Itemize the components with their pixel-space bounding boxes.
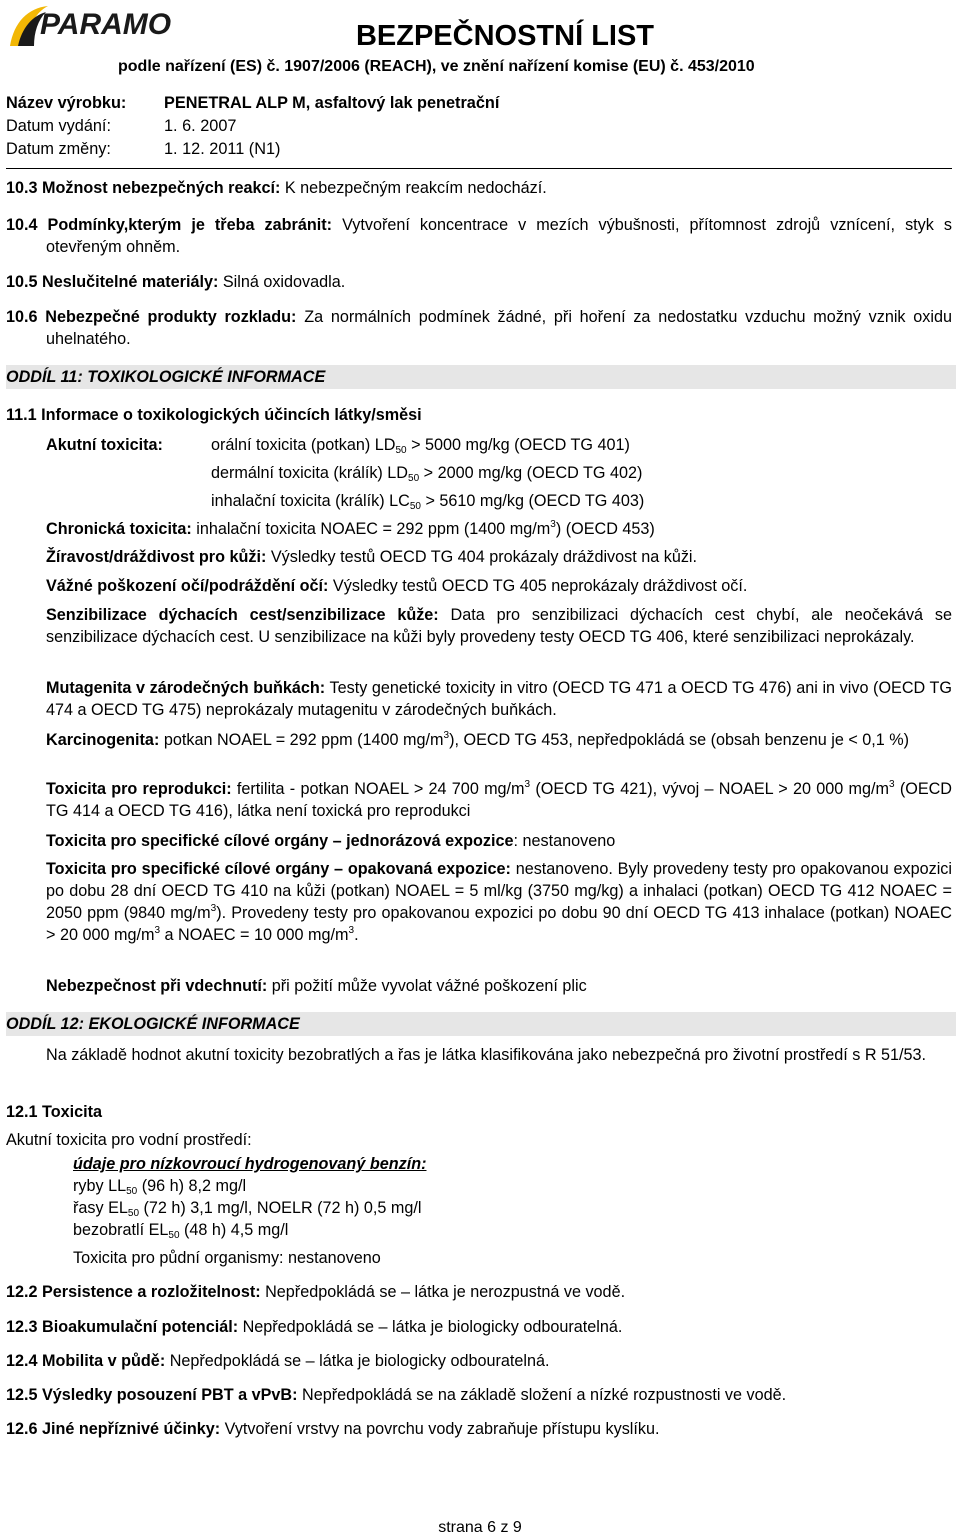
meta-label: Název výrobku: (6, 94, 127, 112)
acute-dermal (211, 462, 642, 484)
para-10-3 (6, 177, 952, 199)
para-text: Vytvoření vrstvy na povrchu vody zabraňuje přístupu kyslíku. (220, 1420, 660, 1438)
para-text: : nestanoveno (513, 832, 616, 850)
section-11-heading: ODDÍL 11: TOXIKOLOGICKÉ INFORMACE (6, 365, 956, 389)
para-12-6 (6, 1418, 660, 1440)
meta-value: PENETRAL ALP M, asfaltový lak penetrační (164, 94, 500, 112)
para-text: Vytvoření koncentrace v mezích výbušnosti, přítomnost zdrojů vznícení, styk s otevřeným ohněm. (46, 216, 952, 256)
product-meta (6, 92, 499, 161)
para-label: Nebezpečnost při vdechnutí: (46, 977, 268, 995)
paramo-logo (6, 2, 188, 50)
meta-row-change-date (6, 138, 499, 161)
document-subtitle: podle nařízení (ES) č. 1907/2006 (REACH), ve znění nařízení komise (EU) č. 453/2010 (118, 58, 755, 75)
superscript: 3 (889, 779, 895, 790)
fish-toxicity (73, 1175, 246, 1197)
value-text: inhalační toxicita (králík) LC (211, 492, 410, 510)
subscript: 50 (408, 473, 420, 484)
mutagenicity (46, 677, 952, 721)
para-text: . (354, 926, 359, 944)
header-divider (6, 168, 952, 169)
para-text: potkan NOAEL = 292 ppm (1400 mg/m (159, 731, 444, 749)
para-text: ). Provedeny testy pro opakovanou expozici po dobu 90 dní OECD TG 413 inhalace (potkan) NOAEC > 20 000 mg/m (46, 904, 952, 944)
para-text: Výsledky testů OECD TG 404 prokázaly dráždivost na kůži. (266, 548, 698, 566)
para-text: a NOAEC = 10 000 mg/m (160, 926, 349, 944)
para-text: Silná oxidovadla. (218, 273, 346, 291)
superscript: 3 (348, 925, 355, 936)
para-10-5 (6, 271, 952, 293)
paramo-logo-mark (6, 2, 188, 50)
para-text: Za normálních podmínek žádné, při hoření za nedostatku vzduchu možný vznik oxidu uhelnatého. (46, 308, 952, 348)
section-12-intro: Na základě hodnot akutní toxicity bezobratlých a řas je látka klasifikována jako nebezpečná pro životní prostředí s R 51/53. (46, 1046, 927, 1064)
value-text: ryby LL (73, 1177, 127, 1195)
value-text: (48 h) 4,5 mg/l (179, 1221, 289, 1239)
para-text: Výsledky testů OECD TG 405 neprokázaly dráždivost očí. (328, 577, 748, 595)
para-label: 10.6 Nebezpečné produkty rozkladu: (6, 308, 297, 326)
logo-text: PARAMO (40, 8, 172, 41)
subsection-11-1: 11.1 Informace o toxikologických účincích látky/směsi (6, 406, 422, 424)
acute-inhalation (211, 490, 644, 512)
para-text: ), OECD TG 453, nepředpokládá se (obsah benzenu je < 0,1 %) (449, 731, 910, 749)
meta-value: 1. 6. 2007 (164, 117, 237, 135)
para-label: Chronická toxicita: (46, 520, 192, 538)
para-label: Vážné poškození očí/podráždění očí: (46, 577, 329, 595)
para-label: 12.6 Jiné nepříznivé účinky: (6, 1420, 221, 1438)
value-text: bezobratlí EL (73, 1221, 169, 1239)
para-text: Nepředpokládá se – látka je nerozpustná ve vodě. (260, 1283, 626, 1301)
aspiration-hazard (46, 975, 587, 997)
para-label: 10.3 Možnost nebezpečných reakcí: (6, 179, 281, 197)
superscript: 3 (154, 925, 160, 936)
para-text: Nepředpokládá se – látka je biologicky odbouratelná. (165, 1352, 550, 1370)
superscript: 3 (550, 519, 556, 530)
page-number: strana 6 z 9 (438, 1519, 522, 1536)
para-10-6 (6, 306, 952, 350)
para-12-4 (6, 1350, 549, 1372)
para-text: Nepředpokládá se – látka je biologicky odbouratelná. (238, 1318, 623, 1336)
meta-row-product (6, 92, 499, 115)
document-title: BEZPEČNOSTNÍ LIST (355, 20, 655, 52)
section-12-heading: ODDÍL 12: EKOLOGICKÉ INFORMACE (6, 1012, 956, 1036)
chronic-toxicity (46, 518, 655, 540)
soil-toxicity: Toxicita pro půdní organismy: nestanoveno (73, 1249, 381, 1267)
skin-corrosion (46, 546, 697, 568)
stot-repeated (46, 858, 952, 946)
para-text: Nepředpokládá se na základě složení a nízké rozpustnosti ve vodě. (297, 1386, 787, 1404)
para-label: Toxicita pro specifické cílové orgány – opakovaná expozice: (46, 860, 511, 878)
para-text: (OECD TG 421), vývoj – NOAEL > 20 000 mg/m (530, 780, 890, 798)
para-12-5 (6, 1384, 786, 1406)
para-label: Mutagenita v zárodečných buňkách: (46, 679, 326, 697)
carcinogenicity (46, 729, 952, 751)
value-text: (96 h) 8,2 mg/l (137, 1177, 247, 1195)
aquatic-toxicity-label: Akutní toxicita pro vodní prostředí: (6, 1131, 252, 1149)
para-label: Žíravost/dráždivost pro kůži: (46, 548, 267, 566)
para-label: 12.5 Výsledky posouzení PBT a vPvB: (6, 1386, 298, 1404)
value-text: řasy EL (73, 1199, 128, 1217)
meta-label: Datum vydání: (6, 117, 111, 135)
subscript: 50 (126, 1186, 138, 1197)
para-label: 12.3 Bioakumulační potenciál: (6, 1318, 239, 1336)
superscript: 3 (524, 779, 531, 790)
subscript: 50 (168, 1230, 180, 1241)
subscript: 50 (395, 445, 407, 456)
para-text: při požití může vyvolat vážné poškození plic (267, 977, 587, 995)
meta-value: 1. 12. 2011 (N1) (164, 140, 281, 158)
para-label: Toxicita pro reprodukci: (46, 780, 232, 798)
para-label: 12.2 Persistence a rozložitelnost: (6, 1283, 261, 1301)
para-text: inhalační toxicita NOAEC = 292 ppm (1400 mg/m (191, 520, 551, 538)
para-text: nestanoveno. Byly provedeny testy pro opakovanou expozici po dobu 28 dní OECD TG 410 na kůži (potkan) NOAEL = 5 ml/kg (3750 mg/kg) a inhalaci (potkan) OECD TG 412 NOAEC = 2050 ppm (9840 mg/m (46, 860, 952, 922)
value-text: dermální toxicita (králík) LD (211, 464, 409, 482)
subsection-12-1: 12.1 Toxicita (6, 1103, 102, 1121)
para-label: Senzibilizace dýchacích cest/senzibilizace kůže: (46, 606, 439, 624)
para-text: K nebezpečným reakcím nedochází. (280, 179, 547, 197)
meta-row-issue-date (6, 115, 499, 138)
acute-oral (211, 434, 630, 456)
acute-toxicity-label: Akutní toxicita: (46, 436, 163, 454)
para-text: fertilita - potkan NOAEL > 24 700 mg/m (231, 780, 525, 798)
eye-damage (46, 575, 747, 597)
sensitisation (46, 604, 952, 648)
subscript: 50 (127, 1208, 140, 1219)
benzine-data-heading: údaje pro nízkovroucí hydrogenovaný benzín: (73, 1155, 427, 1173)
para-10-4 (6, 214, 952, 258)
para-label: 10.5 Neslučitelné materiály: (6, 273, 219, 291)
reproductive-toxicity (46, 778, 952, 822)
invertebrate-toxicity (73, 1219, 288, 1241)
value-text: > 2000 mg/kg (OECD TG 402) (419, 464, 643, 482)
para-label: Toxicita pro specifické cílové orgány – jednorázová expozice (46, 832, 514, 850)
value-text: orální toxicita (potkan) LD (211, 436, 396, 454)
para-label: 12.4 Mobilita v půdě: (6, 1352, 166, 1370)
para-text: Testy genetické toxicity in vitro (OECD TG 471 a OECD TG 476) ani in vivo (OECD TG 474 a OECD TG 475) neprokázaly mutagenitu v zárodečných buňkách. (46, 679, 953, 719)
para-text: (OECD TG 414 a OECD TG 416), látka není toxická pro reprodukci (46, 780, 952, 820)
para-label: Karcinogenita: (46, 731, 160, 749)
algae-toxicity (73, 1197, 422, 1219)
value-text: (72 h) 3,1 mg/l, NOELR (72 h) 0,5 mg/l (139, 1199, 422, 1217)
para-label: 10.4 Podmínky,kterým je třeba zabránit: (6, 216, 333, 234)
para-12-3 (6, 1316, 622, 1338)
para-text: Data pro senzibilizaci dýchacích cest chybí, ale neočekává se senzibilizace dýchacích cest. U senzibilizace na kůži byly provedeny testy OECD TG 406, které senzibilizaci neprokázaly. (46, 606, 952, 646)
stot-single (46, 830, 615, 852)
para-12-2 (6, 1281, 625, 1303)
value-text: > 5610 mg/kg (OECD TG 403) (420, 492, 645, 510)
meta-label: Datum změny: (6, 140, 111, 158)
superscript: 3 (210, 903, 217, 914)
subscript: 50 (409, 501, 421, 512)
superscript: 3 (443, 730, 450, 741)
para-text: ) (OECD 453) (555, 520, 655, 538)
value-text: > 5000 mg/kg (OECD TG 401) (406, 436, 630, 454)
